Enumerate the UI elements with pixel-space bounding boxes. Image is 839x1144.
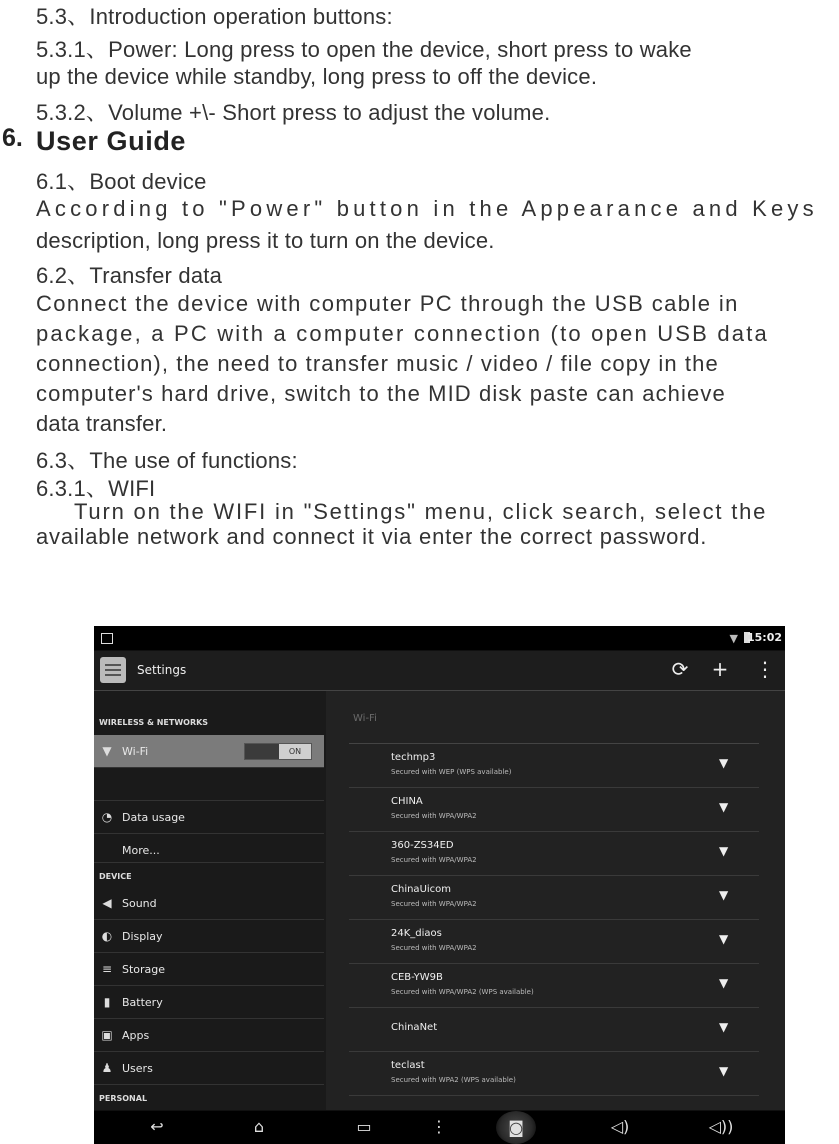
wifi-signal-lock-icon: ▼ (719, 888, 729, 902)
home-icon[interactable]: ⌂ (253, 1117, 265, 1136)
wifi-signal-icon: ▼ (719, 1020, 729, 1034)
section-title: User Guide (36, 126, 187, 156)
sidebar-item-label: Storage (122, 963, 166, 976)
action-bar (94, 651, 785, 691)
wifi-signal-lock-icon: ▼ (719, 756, 729, 770)
doc-line: connection), the need to transfer music / video / file copy in the (36, 351, 719, 376)
network-item[interactable] (349, 920, 759, 964)
category-device: DEVICE (99, 872, 132, 881)
sidebar-item-label: Wi-Fi (122, 745, 149, 758)
toggle-on-label: ON (279, 744, 311, 759)
category-wireless: WIRELESS & NETWORKS (99, 718, 209, 727)
subsection-heading: 6.1、Boot device (36, 169, 207, 194)
battery-icon: ▮ (103, 995, 111, 1009)
add-network-icon[interactable]: + (711, 657, 729, 681)
wifi-toggle[interactable] (244, 743, 312, 760)
doc-line: Connect the device with computer PC through the USB cable in (36, 291, 739, 316)
wifi-signal-lock-icon: ▼ (719, 800, 729, 814)
network-name: ChinaNet (391, 1022, 438, 1033)
network-security: Secured with WPA2 (WPS available) (391, 1076, 516, 1084)
doc-line: 5.3.2、Volume +\- Short press to adjust the volume. (36, 100, 551, 125)
section-number: 6. (2, 124, 23, 152)
sidebar-item-wifi[interactable] (94, 735, 324, 768)
sidebar-item-sound[interactable] (94, 887, 324, 920)
apps-icon: ▣ (101, 1028, 113, 1042)
doc-line: 5.3.1、Power: Long press to open the device, short press to wake (36, 37, 692, 62)
network-name: 24K_diaos (391, 928, 442, 939)
sidebar-spacer (94, 768, 324, 801)
data-usage-icon: ◔ (101, 810, 113, 824)
sidebar-item-label: Data usage (122, 811, 185, 824)
network-security: Secured with WPA/WPA2 (391, 900, 477, 908)
doc-line: package, a PC with a computer connection (to open USB data (36, 321, 769, 346)
network-security: Secured with WPA/WPA2 (WPS available) (391, 988, 534, 996)
network-item[interactable] (349, 876, 759, 920)
network-item[interactable] (349, 1052, 759, 1096)
recents-icon[interactable]: ▭ (356, 1117, 372, 1136)
sidebar-item-more[interactable] (94, 834, 324, 863)
menu-icon[interactable]: ⋮ (431, 1117, 447, 1136)
network-name: teclast (391, 1060, 425, 1071)
wifi-signal-lock-icon: ▼ (719, 1064, 729, 1078)
overflow-menu-icon[interactable]: ⋮ (755, 657, 775, 681)
sidebar-item-data-usage[interactable] (94, 801, 324, 834)
doc-line: data transfer. (36, 411, 168, 436)
status-bar (94, 626, 785, 650)
subsection-heading: 6.3.1、WIFI (36, 476, 156, 501)
settings-app-icon[interactable] (100, 657, 126, 683)
network-item[interactable] (349, 832, 759, 876)
sidebar-item-battery[interactable] (94, 986, 324, 1019)
doc-line: According to "Power" button in the Appearance and Keys (36, 196, 818, 221)
doc-line: available network and connect it via enter the correct password. (36, 524, 708, 549)
back-icon[interactable]: ↩ (150, 1117, 164, 1136)
network-item[interactable] (349, 788, 759, 832)
sidebar-item-label: Users (122, 1062, 153, 1075)
volume-up-icon[interactable]: ◁)) (708, 1117, 734, 1136)
category-personal: PERSONAL (99, 1094, 148, 1103)
doc-line: description, long press it to turn on the device. (36, 228, 495, 253)
network-item[interactable] (349, 1008, 759, 1052)
settings-sidebar (94, 691, 326, 1110)
sidebar-item-storage[interactable] (94, 953, 324, 986)
sidebar-item-label: Display (122, 930, 163, 943)
network-name: ChinaUicom (391, 884, 452, 895)
doc-line: computer's hard drive, switch to the MID disk paste can achieve (36, 381, 726, 406)
network-security: Secured with WPA/WPA2 (391, 856, 477, 864)
subsection-heading: 6.3、The use of functions: (36, 448, 298, 473)
sidebar-item-label: Sound (122, 897, 157, 910)
subsection-heading: 6.2、Transfer data (36, 263, 223, 288)
wifi-signal-lock-icon: ▼ (719, 976, 729, 990)
storage-icon: ≡ (101, 962, 113, 976)
gallery-icon (101, 633, 113, 644)
users-icon: ♟ (101, 1061, 113, 1075)
sidebar-item-users[interactable] (94, 1052, 324, 1085)
doc-line: up the device while standby, long press to off the device. (36, 64, 598, 89)
screenshot-icon[interactable]: ◙ (496, 1111, 536, 1144)
network-name: CEB-YW9B (391, 972, 443, 983)
action-bar-title: Settings (137, 663, 187, 677)
sidebar-item-apps[interactable] (94, 1019, 324, 1052)
doc-line: Turn on the WIFI in "Settings" menu, click search, select the (74, 499, 768, 524)
status-time: 15:02 (746, 631, 782, 644)
network-security: Secured with WPA/WPA2 (391, 812, 477, 820)
network-name: 360-ZS34ED (391, 840, 454, 851)
network-security: Secured with WPA/WPA2 (391, 944, 477, 952)
wifi-network-list (326, 691, 785, 1110)
wifi-icon: ▼ (102, 744, 112, 758)
network-item[interactable] (349, 744, 759, 788)
volume-down-icon[interactable]: ◁) (610, 1117, 630, 1136)
wifi-status-icon: ▼ (729, 632, 738, 645)
sidebar-item-label: More... (122, 844, 160, 857)
doc-line: 5.3、Introduction operation buttons: (36, 4, 393, 29)
sidebar-item-label: Apps (122, 1029, 150, 1042)
wifi-section-header: Wi-Fi (353, 713, 377, 724)
sidebar-item-label: Battery (122, 996, 163, 1009)
wifi-signal-lock-icon: ▼ (719, 932, 729, 946)
sidebar-item-display[interactable] (94, 920, 324, 953)
display-icon: ◐ (101, 929, 113, 943)
network-name: techmp3 (391, 752, 436, 763)
settings-screenshot (94, 626, 785, 1144)
network-item[interactable] (349, 964, 759, 1008)
network-name: CHINA (391, 796, 423, 807)
refresh-icon[interactable]: ⟳ (671, 657, 689, 681)
network-security: Secured with WEP (WPS available) (391, 768, 512, 776)
sound-icon: ◀ (102, 896, 112, 910)
navigation-bar (94, 1111, 785, 1144)
wifi-signal-lock-icon: ▼ (719, 844, 729, 858)
